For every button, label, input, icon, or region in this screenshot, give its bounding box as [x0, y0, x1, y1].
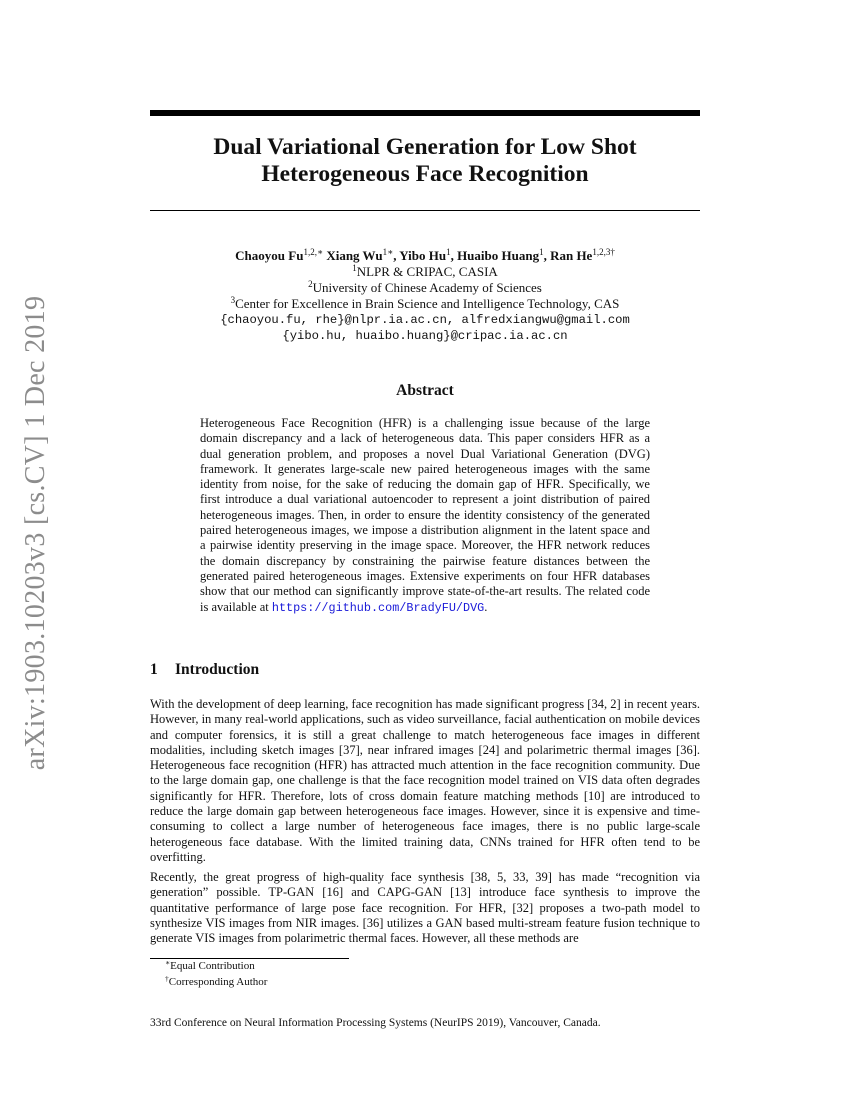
section-heading — [150, 661, 259, 679]
author-block — [150, 248, 700, 344]
author-name: Huaibo Huang — [457, 248, 540, 263]
affiliation — [150, 264, 700, 280]
conference-footer: 33rd Conference on Neural Information Processing Systems (NeurIPS 2019), Vancouver, Canada. — [150, 1017, 601, 1029]
link-suffix: . — [484, 599, 488, 614]
affiliation-mark: 3 — [230, 295, 236, 305]
title-line-2: Heterogeneous Face Recognition — [261, 161, 589, 187]
author-name: Chaoyou Fu — [235, 248, 304, 263]
body-paragraph: Recently, the great progress of high-quality face synthesis [38, 5, 33, 39] has made “recognition via generation” possible. TP-GAN [16] and CAPG-GAN [13] introduce face synthesis to improve the quantitative performance of large pose face recognition. For HFR, [32] proposes a two-path model to synthesize VIS images from NIR images. [36] utilizes a GAN based multi-stream feature fusion technique to generate VIS images from polarimetric thermal faces. However, all these methods are — [150, 870, 700, 946]
section-number: 1 — [150, 661, 158, 678]
section-title: Introduction — [175, 661, 260, 678]
footnote-rule — [150, 958, 349, 959]
arxiv-identifier-text: arXiv:1903.10203v3 [cs.CV] 1 Dec 2019 — [20, 295, 51, 771]
affiliation-mark: 1 — [352, 263, 357, 273]
title-line-1: Dual Variational Generation for Low Shot — [213, 134, 637, 160]
email-line: {chaoyou.fu, rhe}@nlpr.ia.ac.cn, alfredxiangwu@gmail.com — [220, 313, 630, 327]
author-marks: 1,2,3† — [592, 247, 615, 257]
author-name: Ran He — [550, 248, 593, 263]
affiliation — [150, 296, 700, 312]
author-list: Chaoyou $Fu^{1,2,∗}$ Xiang $Wu^{1∗}$, Yibo Hu$^1$, Huaibo Huang$^1$, Ran $He^{1,2,3\dagger}$ — [235, 247, 615, 263]
abstract-text — [200, 416, 650, 616]
abstract-body: Heterogeneous Face Recognition (HFR) is a challenging issue because of the large domain discrepancy and a lack of heterogeneous data. This paper considers HFR as a dual generation problem, and proposes a novel Dual Variational Generation (DVG) framework. It generates large-scale new paired heterogeneous images with the same identity from noise, for the sake of reducing the domain gap of HFR. Specifically, we first introduce a dual variational autoencoder to represent a joint distribution of paired heterogeneous images. Then, in order to ensure the identity consistency of the generated paired heterogeneous images, we impose a distribution alignment in the latent space and a pairwise identity preserving in the image space. Moreover, the HFR network reduces the domain discrepancy by constraining the pairwise feature distances between the generated paired heterogeneous images. Extensive experiments on four HFR databases show that our method can significantly improve state-of-the-art results. The related code is available at — [200, 416, 650, 614]
paper-title — [150, 134, 700, 188]
footnote-text: Equal Contribution — [170, 960, 255, 972]
affiliation-text: University of Chinese Academy of Sciences — [312, 280, 542, 295]
footnote — [165, 976, 267, 989]
email-line: {yibo.hu, huaibo.huang}@cripac.ia.ac.cn — [282, 329, 568, 343]
footnote — [165, 960, 255, 973]
author-marks: 1∗ — [382, 247, 394, 257]
author-marks: 1 — [446, 247, 451, 257]
author-marks: 1 — [539, 247, 544, 257]
author-marks: 1,2,∗ — [303, 247, 324, 257]
affiliation — [150, 280, 700, 296]
affiliation-mark: 2 — [308, 279, 313, 289]
footnote-mark: † — [165, 974, 169, 983]
code-link[interactable]: https://github.com/BradyFU/DVG — [271, 600, 485, 615]
affiliation-text: NLPR & CRIPAC, CASIA — [356, 264, 498, 279]
affiliation-text: Center for Excellence in Brain Science and Intelligence Technology, CAS — [235, 296, 620, 311]
footnote-mark: ∗ — [165, 958, 171, 967]
title-bottom-rule — [150, 210, 700, 211]
footnote-text: Corresponding Author — [168, 976, 268, 988]
title-top-rule — [150, 110, 700, 116]
abstract-heading: Abstract — [396, 382, 454, 399]
author-name: Xiang Wu — [326, 248, 383, 263]
body-paragraph: With the development of deep learning, face recognition has made significant progress [34, 2] in recent years. However, in many real-world applications, such as video surveillance, facial authentication on mobile devices and computer forensics, it is still a great challenge to match heterogeneous face images in different modalities, including sketch images [37], near infrared images [24] and polarimetric thermal images [36]. Heterogeneous face recognition (HFR) has attracted much attention in the face recognition community. Due to the large domain gap, one challenge is that the face recognition model trained on VIS data often degrades significantly for HFR. Therefore, lots of cross domain feature matching methods [10] are introduced to reduce the large domain gap between heterogeneous face images. However, since it is expensive and time-consuming to collect a large number of heterogeneous face images, there is no public large-scale heterogeneous face database. With the limited training data, CNNs trained for HFR often tend to be overfitting. — [150, 697, 701, 864]
author-name: Yibo Hu — [399, 248, 447, 263]
